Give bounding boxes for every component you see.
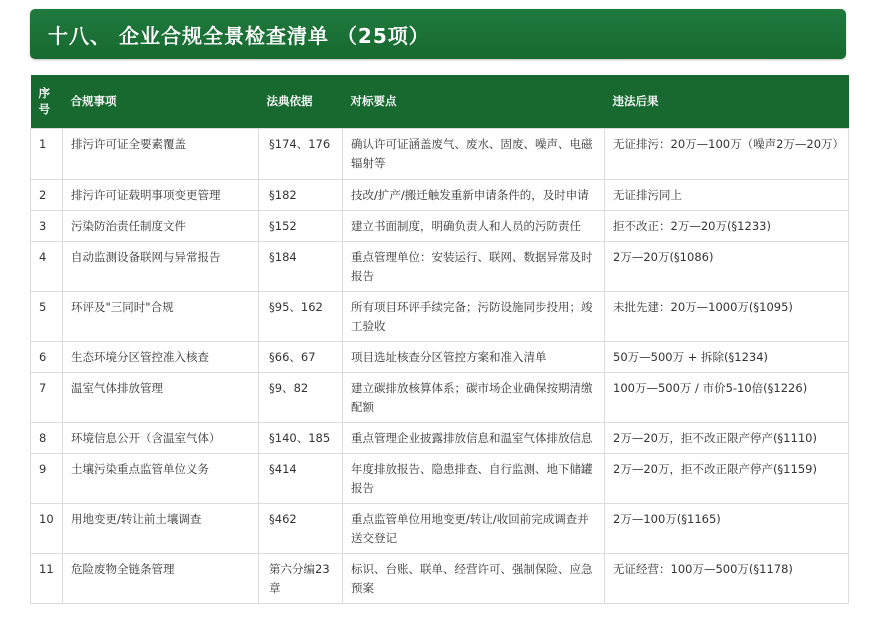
- cell-index: 10: [31, 503, 63, 553]
- column-header-item: 合规事项: [70, 94, 117, 109]
- cell-point: 标识、台账、联单、经营许可、强制保险、应急预案: [343, 553, 605, 603]
- cell-point: 所有项目环评手续完备；污防设施同步投用；竣工验收: [343, 291, 605, 341]
- cell-penalty: 100万—500万 / 市价5-10倍(§1226): [605, 372, 849, 422]
- cell-index: 7: [31, 372, 63, 422]
- cell-penalty: 无证经营：100万—500万(§1178): [605, 553, 849, 603]
- table-row: [31, 372, 849, 422]
- cell-item: 环评及"三同时"合规: [63, 291, 259, 341]
- cell-law: §95、162: [259, 291, 343, 341]
- cell-law: §66、67: [259, 341, 343, 372]
- cell-law: §152: [259, 210, 343, 241]
- column-header-point: 对标要点: [350, 94, 397, 109]
- cell-index: 6: [31, 341, 63, 372]
- table-row: [31, 291, 849, 341]
- section-title: 十八、 企业合规全景检查清单 （25项）: [48, 23, 430, 48]
- cell-penalty: 2万—20万，拒不改正限产停产(§1159): [605, 453, 849, 503]
- cell-law: §174、176: [259, 128, 343, 179]
- cell-point: 项目选址核查分区管控方案和准入清单: [343, 341, 605, 372]
- table-row: [31, 341, 849, 372]
- cell-index: 5: [31, 291, 63, 341]
- cell-item: 污染防治责任制度文件: [63, 210, 259, 241]
- section-header-banner: [30, 9, 846, 59]
- cell-item: 自动监测设备联网与异常报告: [63, 241, 259, 291]
- cell-law: 第六分编23章: [259, 553, 343, 603]
- cell-penalty: 无证排污同上: [605, 179, 849, 210]
- table-header-row: [31, 75, 849, 128]
- column-header-law: 法典依据: [266, 94, 313, 109]
- cell-item: 环境信息公开（含温室气体）: [63, 422, 259, 453]
- cell-penalty: 拒不改正：2万—20万(§1233): [605, 210, 849, 241]
- cell-law: §462: [259, 503, 343, 553]
- column-header-penalty: 违法后果: [612, 94, 659, 109]
- cell-index: 1: [31, 128, 63, 179]
- cell-item: 土壤污染重点监管单位义务: [63, 453, 259, 503]
- cell-index: 2: [31, 179, 63, 210]
- column-header-index: 序号: [38, 86, 50, 117]
- cell-point: 确认许可证涵盖废气、废水、固废、噪声、电磁辐射等: [343, 128, 605, 179]
- cell-index: 3: [31, 210, 63, 241]
- cell-law: §182: [259, 179, 343, 210]
- table-row: [31, 503, 849, 553]
- cell-law: §9、82: [259, 372, 343, 422]
- cell-item: 排污许可证载明事项变更管理: [63, 179, 259, 210]
- cell-point: 重点管理单位：安装运行、联网、数据异常及时报告: [343, 241, 605, 291]
- cell-point: 重点管理企业披露排放信息和温室气体排放信息: [343, 422, 605, 453]
- cell-index: 4: [31, 241, 63, 291]
- cell-penalty: 2万—100万(§1165): [605, 503, 849, 553]
- cell-item: 用地变更/转让前土壤调查: [63, 503, 259, 553]
- compliance-checklist-table: [30, 75, 849, 604]
- table-row: [31, 422, 849, 453]
- cell-penalty: 2万—20万，拒不改正限产停产(§1110): [605, 422, 849, 453]
- cell-penalty: 无证排污：20万—100万（噪声2万—20万）: [605, 128, 849, 179]
- cell-item: 生态环境分区管控准入核查: [63, 341, 259, 372]
- cell-law: §414: [259, 453, 343, 503]
- cell-item: 排污许可证全要素覆盖: [63, 128, 259, 179]
- cell-penalty: 50万—500万 + 拆除(§1234): [605, 341, 849, 372]
- cell-index: 9: [31, 453, 63, 503]
- table-row: [31, 453, 849, 503]
- cell-item: 温室气体排放管理: [63, 372, 259, 422]
- cell-penalty: 未批先建：20万—1000万(§1095): [605, 291, 849, 341]
- cell-point: 建立碳排放核算体系；碳市场企业确保按期清缴配额: [343, 372, 605, 422]
- cell-index: 8: [31, 422, 63, 453]
- cell-law: §184: [259, 241, 343, 291]
- table-row: [31, 128, 849, 179]
- cell-point: 建立书面制度，明确负责人和人员的污防责任: [343, 210, 605, 241]
- cell-point: 技改/扩产/搬迁触发重新申请条件的，及时申请: [343, 179, 605, 210]
- cell-index: 11: [31, 553, 63, 603]
- cell-law: §140、185: [259, 422, 343, 453]
- cell-point: 重点监管单位用地变更/转让/收回前完成调查并送交登记: [343, 503, 605, 553]
- table-row: [31, 179, 849, 210]
- cell-penalty: 2万—20万(§1086): [605, 241, 849, 291]
- table-row: [31, 553, 849, 603]
- cell-point: 年度排放报告、隐患排查、自行监测、地下储罐报告: [343, 453, 605, 503]
- cell-item: 危险废物全链条管理: [63, 553, 259, 603]
- table-row: [31, 241, 849, 291]
- table-row: [31, 210, 849, 241]
